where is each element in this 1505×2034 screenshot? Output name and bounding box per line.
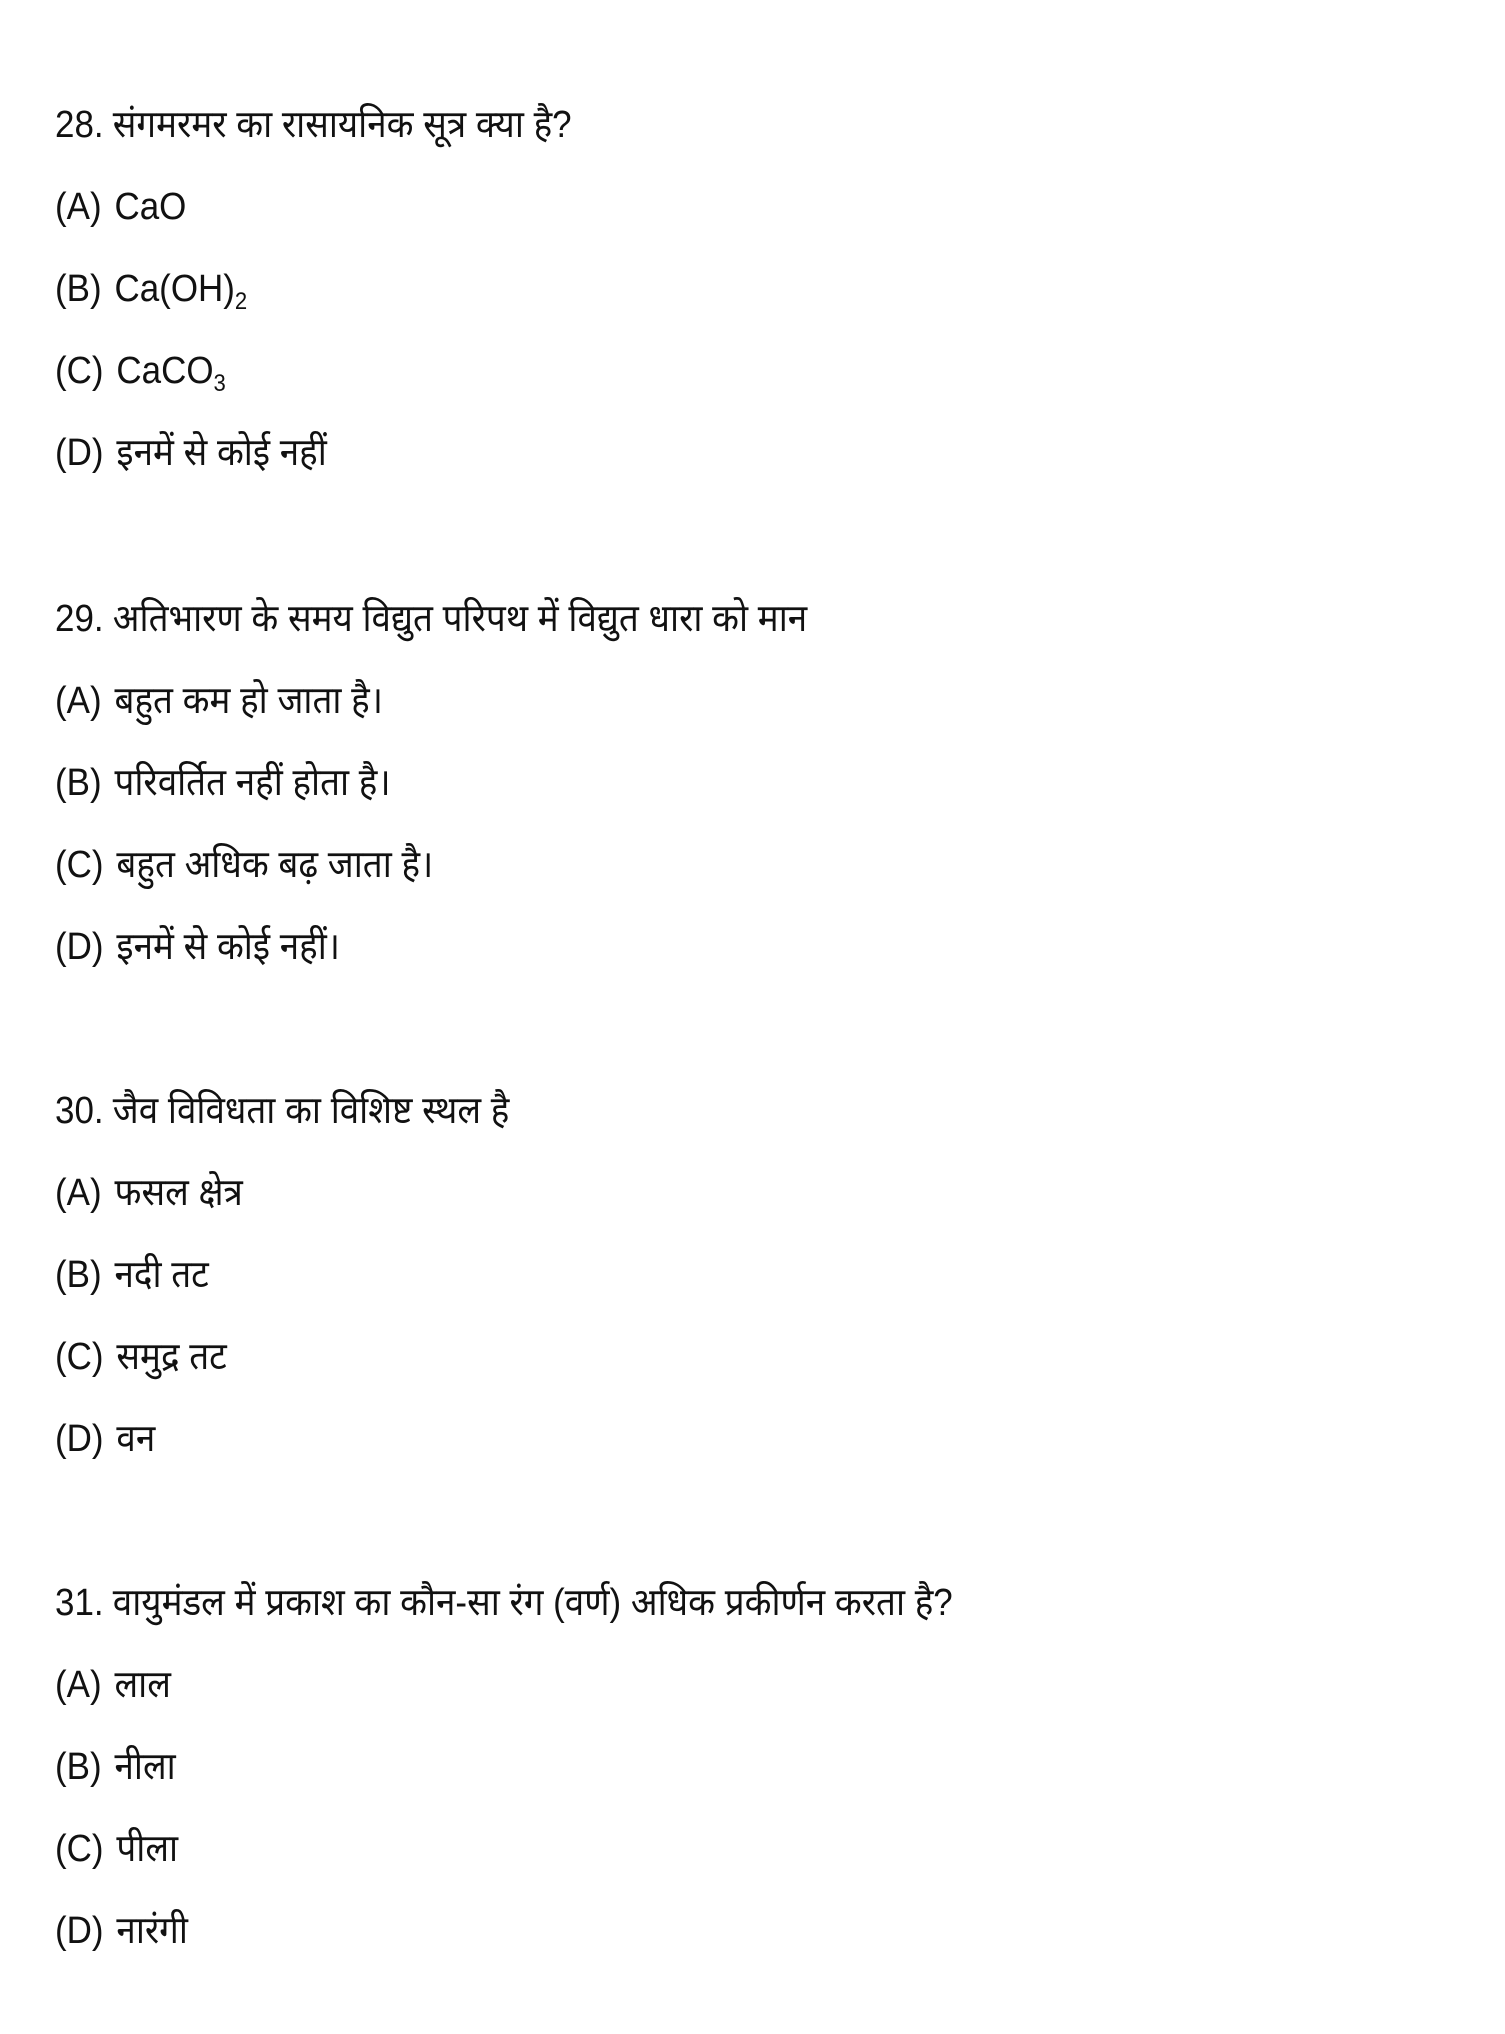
option-text: नदी तट	[114, 1254, 209, 1296]
option-label: (C)	[55, 1828, 104, 1870]
option-text	[116, 346, 225, 396]
option-label: (B)	[55, 1746, 102, 1788]
question-text: अतिभारण के समय विद्युत परिपथ में विद्युत धारा को मान	[112, 598, 808, 640]
option-a[interactable]	[55, 1168, 1361, 1250]
question-number: 28.	[55, 104, 104, 146]
option-label: (C)	[55, 1336, 104, 1378]
formula-subscript: 3	[213, 370, 226, 397]
question-28	[55, 100, 1475, 510]
option-c[interactable]	[55, 1824, 1361, 1906]
option-text: इनमें से कोई नहीं	[116, 432, 327, 474]
option-text: पीला	[116, 1828, 179, 1870]
option-c[interactable]	[55, 840, 1361, 922]
question-30	[55, 1086, 1475, 1496]
question-29	[55, 594, 1475, 1004]
question-text: वायुमंडल में प्रकाश का कौन-सा रंग (वर्ण) अधिक प्रकीर्णन करता है?	[112, 1582, 953, 1624]
question-text: संगमरमर का रासायनिक सूत्र क्या है?	[112, 104, 572, 146]
option-label: (D)	[55, 1910, 104, 1952]
option-text: फसल क्षेत्र	[114, 1172, 243, 1214]
option-c[interactable]	[55, 1332, 1361, 1414]
option-text: लाल	[114, 1664, 171, 1706]
question-31	[55, 1578, 1475, 1988]
option-text: बहुत कम हो जाता है।	[114, 680, 383, 722]
question-stem	[55, 594, 1361, 676]
option-text: CaO	[114, 186, 187, 228]
question-number: 29.	[55, 598, 104, 640]
option-d[interactable]	[55, 1906, 1361, 1988]
option-text: नीला	[114, 1746, 176, 1788]
option-a[interactable]	[55, 676, 1361, 758]
option-label: (C)	[55, 350, 104, 392]
option-label: (D)	[55, 432, 104, 474]
option-text: नारंगी	[116, 1910, 188, 1952]
option-label: (B)	[55, 1254, 102, 1296]
option-c[interactable]	[55, 346, 1361, 428]
formula-base: Ca(OH)	[114, 268, 235, 310]
option-text	[114, 264, 247, 314]
option-b[interactable]	[55, 758, 1361, 840]
question-text: जैव विविधता का विशिष्ट स्थल है	[112, 1090, 510, 1132]
option-b[interactable]	[55, 264, 1361, 346]
question-stem	[55, 100, 1361, 182]
question-stem	[55, 1086, 1361, 1168]
option-label: (A)	[55, 186, 102, 228]
option-label: (D)	[55, 1418, 104, 1460]
option-a[interactable]	[55, 182, 1361, 264]
option-text: परिवर्तित नहीं होता है।	[114, 762, 391, 804]
option-b[interactable]	[55, 1250, 1361, 1332]
option-text: वन	[116, 1418, 156, 1460]
option-label: (A)	[55, 1172, 102, 1214]
option-d[interactable]	[55, 922, 1361, 1004]
question-number: 30.	[55, 1090, 104, 1132]
option-label: (A)	[55, 680, 102, 722]
option-label: (D)	[55, 926, 104, 968]
option-label: (B)	[55, 268, 102, 310]
option-label: (A)	[55, 1664, 102, 1706]
option-d[interactable]	[55, 1414, 1361, 1496]
option-a[interactable]	[55, 1660, 1361, 1742]
option-b[interactable]	[55, 1742, 1361, 1824]
option-text: बहुत अधिक बढ़ जाता है।	[116, 844, 434, 886]
formula-base: CaCO	[116, 350, 214, 392]
option-label: (C)	[55, 844, 104, 886]
question-stem	[55, 1578, 1361, 1660]
option-text: इनमें से कोई नहीं।	[116, 926, 341, 968]
question-number: 31.	[55, 1582, 104, 1624]
option-text: समुद्र तट	[116, 1336, 227, 1378]
option-label: (B)	[55, 762, 102, 804]
formula-subscript: 2	[234, 288, 248, 315]
option-d[interactable]	[55, 428, 1361, 510]
